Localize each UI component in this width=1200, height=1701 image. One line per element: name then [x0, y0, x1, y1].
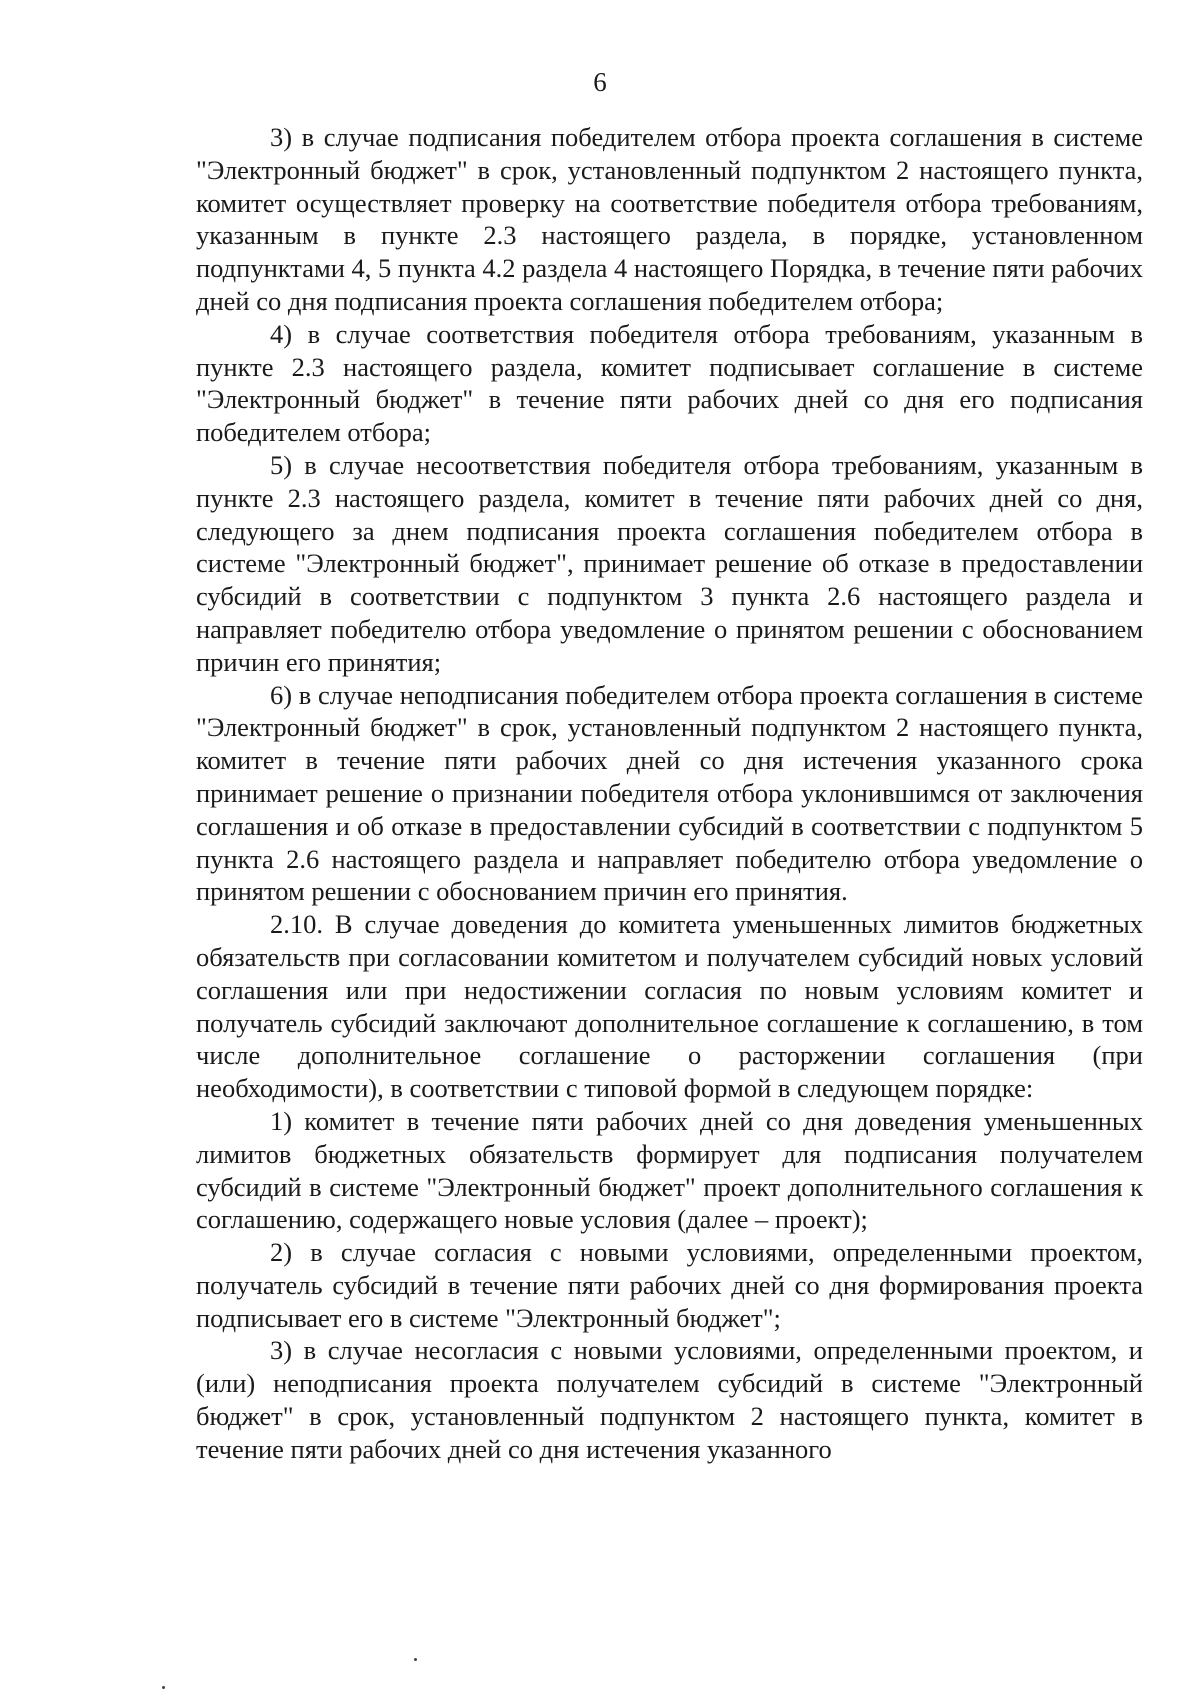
document-body	[196, 121, 1143, 1466]
paragraph-subitem-4: 4) в случае соответствия победителя отбора требованиям, указанным в пункте 2.3 настоящего раздела, комитет подписывает соглашение в системе "Электронный бюджет" в течение пяти рабочих дней со дня его подписания победителем отбора;	[196, 318, 1143, 448]
paragraph-section-2-10: 2.10. В случае доведения до комитета уменьшенных лимитов бюджетных обязательств при согласовании комитетом и получателем субсидий новых условий соглашения или при недостижении согласия по новым условиям комитет и получатель субсидий заключают дополнительное соглашение к соглашению, в том числе дополнительное соглашение о расторжении соглашения (при необходимости), в соответствии с типовой формой в следующем порядке:	[196, 909, 1143, 1104]
paragraph-subitem-3: 3) в случае подписания победителем отбора проекта соглашения в системе "Электронный бюджет" в срок, установленный подпунктом 2 настоящего пункта, комитет осуществляет проверку на соответствие победителя отбора требованиям, указанным в пункте 2.3 настоящего раздела, в порядке, установленном подпунктами 4, 5 пункта 4.2 раздела 4 настоящего Порядка, в течение пяти рабочих дней со дня подписания проекта соглашения победителем отбора;	[196, 122, 1143, 316]
paragraph-2-10-subitem-2: 2) в случае согласия с новыми условиями, определенными проектом, получатель субсидий в течение пяти рабочих дней со дня формирования проекта подписывает его в системе "Электронный бюджет";	[196, 1237, 1143, 1333]
scan-speck	[414, 1658, 417, 1661]
scan-speck	[162, 1686, 165, 1689]
paragraph-2-10-subitem-1: 1) комитет в течение пяти рабочих дней со дня доведения уменьшенных лимитов бюджетных обязательств формирует для подписания получателем субсидий в системе "Электронный бюджет" проект дополнительного соглашения к соглашению, содержащего новые условия (далее – проект);	[196, 1105, 1143, 1235]
paragraph-subitem-5: 5) в случае несоответствия победителя отбора требованиям, указанным в пункте 2.3 настоящего раздела, комитет в течение пяти рабочих дней со дня, следующего за днем подписания проекта соглашения победителем отбора в системе "Электронный бюджет", принимает решение об отказе в предоставлении субсидий в соответствии с подпунктом 3 пункта 2.6 настоящего раздела и направляет победителю отбора уведомление о принятом решении с обоснованием причин его принятия;	[196, 449, 1143, 677]
paragraph-2-10-subitem-3: 3) в случае несогласия с новыми условиями, определенными проектом, и (или) неподписания проекта получателем субсидий в системе "Электронный бюджет" в срок, установленный подпунктом 2 настоящего пункта, комитет в течение пяти рабочих дней со дня истечения указанного	[196, 1335, 1143, 1464]
page-number: 6	[593, 67, 607, 97]
paragraph-subitem-6: 6) в случае неподписания победителем отбора проекта соглашения в системе "Электронный бюджет" в срок, установленный подпунктом 2 настоящего пункта, комитет в течение пяти рабочих дней со дня истечения указанного срока принимает решение о признании победителя отбора уклонившимся от заключения соглашения и об отказе в предоставлении субсидий в соответствии с подпунктом 5 пункта 2.6 настоящего раздела и направляет победителю отбора уведомление о принятом решении с обоснованием причин его принятия.	[196, 679, 1143, 907]
